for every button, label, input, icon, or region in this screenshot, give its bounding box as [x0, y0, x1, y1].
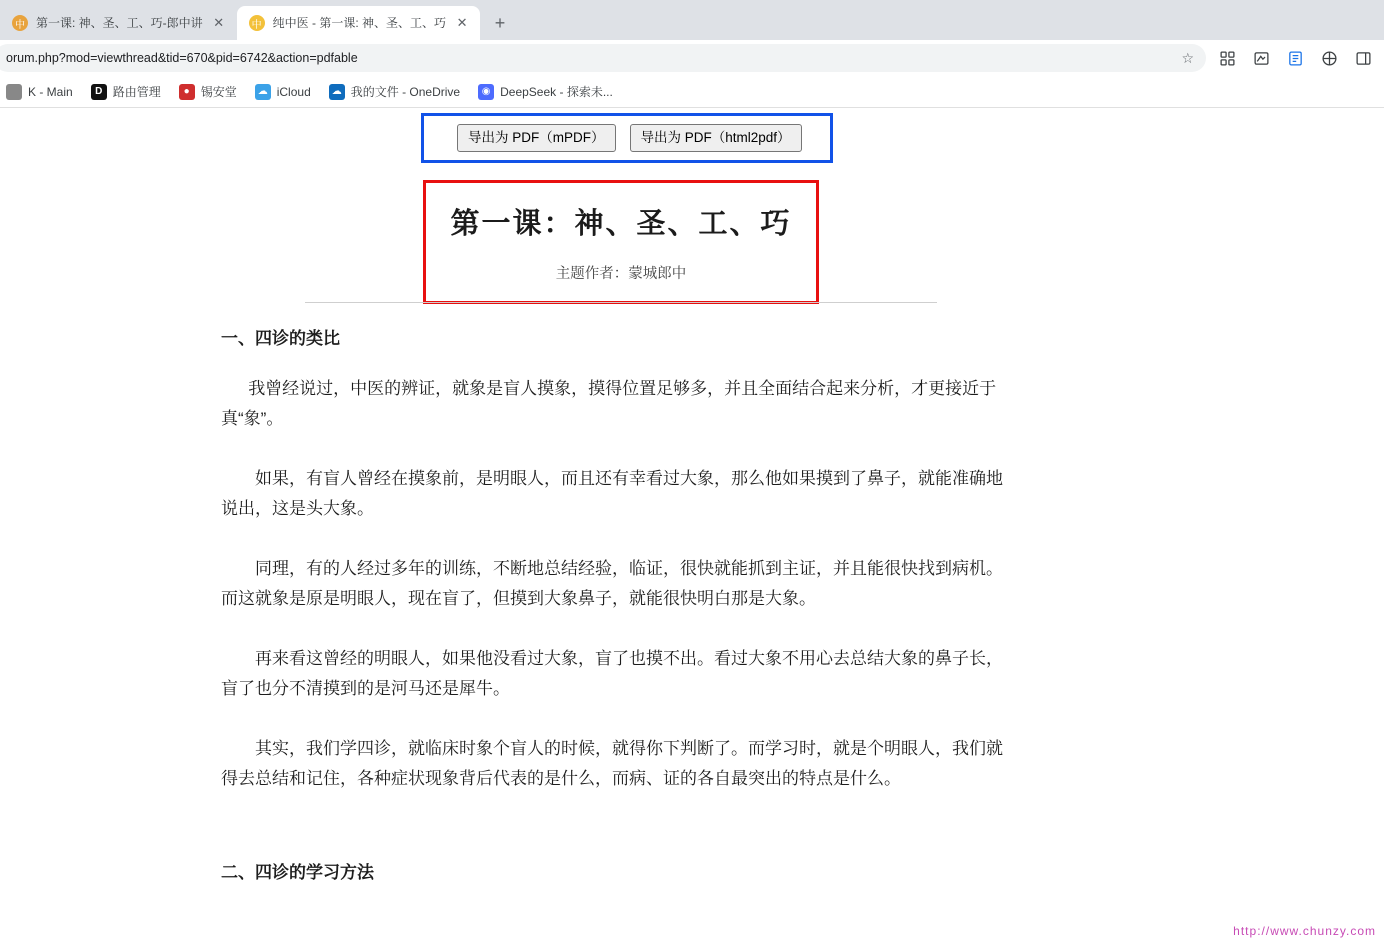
bookmark-item-1[interactable]: [91, 83, 161, 100]
title-divider: [305, 302, 937, 303]
bookmark-star-icon[interactable]: ☆: [1181, 49, 1194, 66]
red-dot-icon: ●: [179, 84, 195, 100]
deepseek-icon: ◉: [478, 84, 494, 100]
split-screen-icon[interactable]: [1214, 45, 1240, 71]
d-icon: D: [91, 84, 107, 100]
new-tab-button[interactable]: +: [494, 12, 506, 33]
paragraph: 同理，有的人经过多年的训练，不断地总结经验，临证，很快就能抓到主证，并且能很快找到病机。而这就象是原是明眼人，现在盲了，但摸到大象鼻子，就能很快明白那是大象。: [221, 559, 1003, 608]
paragraph: 我曾经说过，中医的辨证，就象是盲人摸象，摸得位置足够多，并且全面结合起来分析，才更接近于真“象”。: [221, 379, 997, 428]
page-content: [0, 108, 1384, 942]
reading-list-icon[interactable]: [1282, 45, 1308, 71]
bookmark-item-2[interactable]: [179, 83, 237, 100]
tab-title: 第一课: 神、圣、工、巧-郎中讲: [36, 16, 203, 30]
section-heading-2: 二、四诊的学习方法: [221, 863, 374, 882]
bookmark-item-4[interactable]: [329, 83, 460, 100]
bookmark-label: 锡安堂: [200, 85, 237, 99]
tab-item-2[interactable]: [237, 6, 480, 40]
bookmark-label: DeepSeek - 探索未...: [500, 85, 613, 99]
tab-strip: [0, 0, 1384, 40]
cloud-icon: ☁: [255, 84, 271, 100]
paragraph: 其实，我们学四诊，就临床时象个盲人的时候，就得你下判断了。而学习时，就是个明眼人，我们就得去总结和记住，各种症状现象背后代表的是什么，而病、证的各自最突出的特点是什么。: [221, 739, 1003, 788]
site-favicon-icon: 中: [12, 15, 28, 31]
section-heading-1: 一、四诊的类比: [221, 329, 340, 348]
export-mpdf-button[interactable]: 导出为 PDF（mPDF）: [457, 124, 616, 152]
bookmark-item-0[interactable]: [6, 84, 73, 100]
address-bar[interactable]: [0, 44, 1206, 72]
tab-close-icon[interactable]: ✕: [213, 15, 225, 30]
browser-toolbar: [0, 40, 1384, 76]
tab-close-icon[interactable]: ✕: [456, 15, 468, 30]
article-body: [221, 326, 1016, 908]
onedrive-icon: ☁: [329, 84, 345, 100]
page-title: 第一课：神、圣、工、巧: [450, 208, 792, 240]
bookmark-label: K - Main: [28, 84, 73, 99]
puzzle-icon[interactable]: [1316, 45, 1342, 71]
bookmark-label: 我的文件 - OneDrive: [350, 85, 461, 99]
watermark: http://www.chunzy.com: [1233, 924, 1376, 938]
bookmark-label: iCloud: [276, 84, 311, 99]
extensions-icon[interactable]: [1248, 45, 1274, 71]
bookmark-item-5[interactable]: [478, 83, 613, 100]
bookmark-icon: [6, 84, 22, 100]
site-favicon-icon: 中: [249, 15, 265, 31]
sidebar-icon[interactable]: [1350, 45, 1376, 71]
paragraph: 再来看这曾经的明眼人，如果他没看过大象，盲了也摸不出。看过大象不用心去总结大象的鼻子长，盲了也分不清摸到的是河马还是犀牛。: [221, 649, 1003, 698]
article-title-block: [423, 180, 819, 304]
export-html2pdf-button[interactable]: 导出为 PDF（html2pdf）: [630, 124, 802, 152]
paragraph: 如果，有盲人曾经在摸象前，是明眼人，而且还有幸看过大象，那么他如果摸到了鼻子，就能准确地说出，这是头大象。: [221, 469, 1003, 518]
bookmark-label: 路由管理: [112, 85, 161, 99]
tab-item-1[interactable]: [0, 6, 237, 40]
tab-title: 纯中医 - 第一课: 神、圣、工、巧: [272, 16, 447, 30]
bookmark-item-3[interactable]: [255, 84, 311, 100]
browser-chrome: [0, 0, 1384, 108]
article-author: 主题作者：蒙城郎中: [555, 266, 687, 282]
bookmarks-bar: [0, 76, 1384, 108]
address-bar-url: orum.php?mod=viewthread&tid=670&pid=6742&action=pdfable: [6, 51, 358, 65]
export-toolbar: [421, 113, 833, 163]
